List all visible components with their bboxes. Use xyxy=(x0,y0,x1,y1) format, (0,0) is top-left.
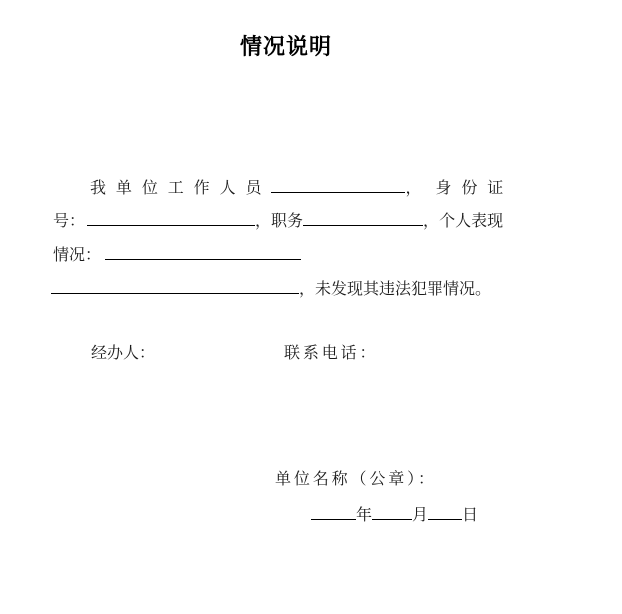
position-label: 职务 xyxy=(271,211,304,230)
situation-blank-1[interactable] xyxy=(105,242,301,260)
statement-line-3 xyxy=(53,242,301,265)
phone-label: 联系电话： xyxy=(284,343,379,362)
id-number-label: 号： xyxy=(53,211,86,230)
situation-label: 情况： xyxy=(53,245,102,264)
year-blank[interactable] xyxy=(311,502,356,520)
id-number-blank[interactable] xyxy=(87,208,255,226)
day-blank[interactable] xyxy=(428,502,462,520)
date-line xyxy=(311,502,478,525)
situation-blank-2[interactable] xyxy=(51,276,299,294)
comma: ， xyxy=(255,211,272,230)
handler-label: 经办人： xyxy=(91,343,156,362)
performance-label: 个人表现 xyxy=(439,211,504,230)
document-title: 情况说明 xyxy=(240,34,333,60)
id-card-label: 身份证 xyxy=(435,178,514,197)
statement-line-2 xyxy=(53,208,503,231)
month-blank[interactable] xyxy=(372,502,412,520)
day-label: 日 xyxy=(462,505,479,524)
position-blank[interactable] xyxy=(303,208,423,226)
statement-line-1 xyxy=(90,175,513,198)
statement-line-4 xyxy=(51,276,491,299)
employee-name-blank[interactable] xyxy=(271,175,405,193)
no-crime-statement: ，未发现其违法犯罪情况。 xyxy=(299,279,492,298)
comma: ， xyxy=(423,211,440,230)
statement-prefix: 我单位工作人员 xyxy=(90,178,272,197)
unit-name-label: 单位名称（公章）： xyxy=(275,469,437,488)
month-label: 月 xyxy=(412,505,429,524)
year-label: 年 xyxy=(356,505,373,524)
comma: ， xyxy=(405,178,422,197)
